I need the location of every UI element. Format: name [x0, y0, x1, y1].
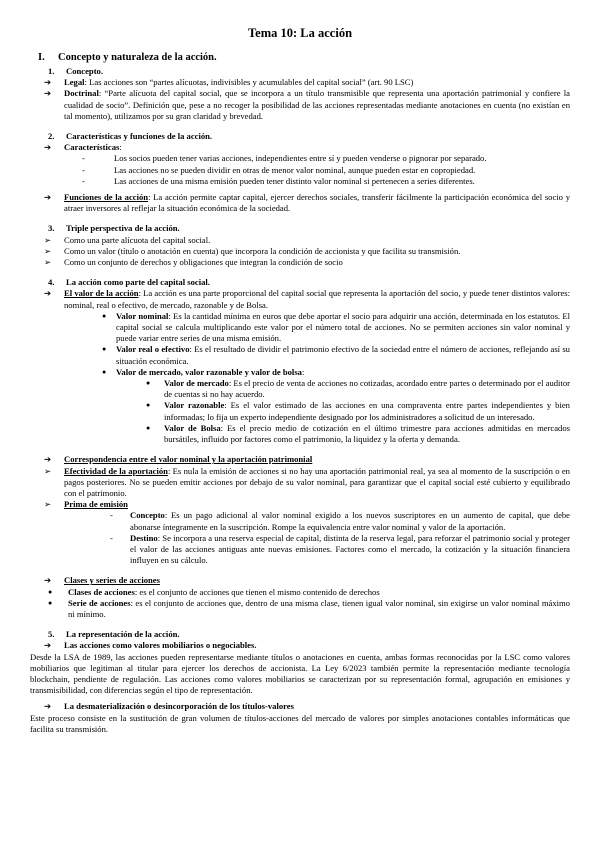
subsection-number: 5. — [48, 629, 55, 640]
triangle-arrow-icon: ➢ — [44, 257, 52, 268]
arrow-icon: ➔ — [44, 454, 52, 465]
legal-text: : Las acciones son “partes alícuotas, indivisibles y acumulables del capital social” (art. 90 LSC) — [84, 77, 414, 88]
doctrinal-definition — [30, 88, 570, 122]
subsection-5-heading — [30, 629, 570, 640]
stock-value-label: Valor de Bolsa — [164, 422, 221, 433]
arrow-icon: ➔ — [44, 192, 52, 203]
colon: : — [301, 366, 305, 377]
list-item — [130, 533, 570, 567]
arrow-icon: ➔ — [44, 142, 52, 153]
subsection-title: La representación de la acción. — [66, 629, 180, 640]
list-item: - Las acciones de una misma emisión pueden tener distinto valor nominal si pertenecen a series diferentes. — [114, 176, 570, 187]
subsection-1-heading — [30, 66, 570, 77]
concept-text: : Es un pago adicional al valor nominal exigido a los nuevos suscriptores en un aumento de capital, que debe abonarse íntegramente en la suscripción. Rompe la equivalencia entre valor nominal y valor de la aportación. — [130, 510, 570, 532]
triangle-arrow-icon: ➢ — [44, 234, 52, 245]
classes-label: Clases de acciones — [68, 586, 135, 597]
arrow-icon: ➔ — [44, 701, 52, 712]
fair-value-label: Valor razonable — [164, 400, 225, 411]
subsection-4-heading — [30, 277, 570, 288]
fair-value-text: : Es el valor estimado de las acciones en una compraventa entre partes independientes y bien informadas; lo fija un experto independiente designado por los administradores a solicitud de un interesado. — [164, 400, 570, 422]
list-item — [116, 311, 570, 345]
section-heading-1 — [30, 52, 570, 64]
series-text: : es el conjunto de acciones que, dentro de una misma clase, tienen igual valor nominal, sin exigirse un valor nominal máximo ni mínimo. — [68, 597, 570, 619]
perspective-text: Como un valor (título o anotación en cuenta) que incorpora la condición de accionista y que facilita su transmisión. — [64, 245, 461, 256]
subsection-3-heading — [30, 223, 570, 234]
subsection-number: 3. — [48, 223, 55, 234]
value-types-list — [30, 311, 570, 445]
effectiveness-paragraph — [30, 466, 570, 500]
effectiveness-text: : Es nula la emisión de acciones si no hay una aportación patrimonial real, ya sea al momento de la suscripción o en pagos posteriores. No se pueden emitir acciones por debajo de su valor nominal, para garantizar que el capital social esté cubierto y equilibrado con el patrimonio. — [64, 465, 570, 498]
arrow-icon: ➔ — [44, 77, 52, 88]
list-item: - Los socios pueden tener varias acciones, independientes entre sí y pueden venderse o pignorar por separado. — [114, 153, 570, 164]
securities-heading — [30, 640, 570, 651]
securities-paragraph: Desde la LSA de 1989, las acciones pueden representarse mediante títulos o anotaciones en cuenta, ambas formas reconocidas por la LSC como valores mobiliarios que legitiman al titular para ejercer los derechos de accionista. La Ley 6/2023 también permite la representación mediante tecnología blockchain, pendiente de regulación. Las acciones como valores mobiliarios se caracterizan por su representación formal, agrupación en emisiones y transmisibilidad, con diferencias según el tipo de representación. — [30, 651, 570, 696]
real-label: Valor real o efectivo — [116, 344, 190, 355]
premium-title: Prima de emisión — [64, 499, 128, 510]
arrow-icon: ➔ — [44, 640, 52, 651]
perspective-text: Como una parte alícuota del capital social. — [64, 234, 211, 245]
destination-text: : Se incorpora a una reserva especial de capital, distinta de la reserva legal, para reforzar el patrimonio social y proteger el valor de las acciones antiguas ante nuevas emisiones. Factores como el mercado, la cotización y la situación financiera influyen en su cálculo. — [130, 532, 570, 566]
functions-label: Funciones de la acción — [64, 192, 149, 203]
classes-heading — [30, 575, 570, 586]
share-value-paragraph — [30, 288, 570, 310]
effectiveness-label: Efectividad de la aportación — [64, 465, 168, 476]
list-item — [116, 344, 570, 366]
list-item — [30, 246, 570, 257]
subsection-2-heading — [30, 131, 570, 142]
subsection-title: Concepto. — [66, 66, 103, 76]
list-item — [68, 587, 570, 598]
market-label: Valor de mercado — [164, 378, 229, 389]
section-number: I. — [38, 52, 45, 63]
section-title: Concepto y naturaleza de la acción. — [58, 52, 217, 63]
market-text: : Es el precio de venta de acciones no cotizadas, acordado entre partes o determinado por el auditor de cuentas si no hay acuerdo. — [164, 378, 570, 400]
subsection-number: 1. — [48, 66, 55, 76]
list-item — [30, 257, 570, 268]
functions-text: : La acción permite captar capital, ejercer derechos sociales, transferir fácilmente la participación económica del socio y atraer inversores al reflejar la situación económica de la sociedad. — [64, 192, 570, 214]
market-group-label: Valor de mercado, valor razonable y valor de bolsa — [116, 366, 302, 377]
correspondence-heading — [30, 454, 570, 465]
premium-list — [30, 510, 570, 566]
dematerialization-heading — [30, 701, 570, 712]
functions-paragraph — [30, 192, 570, 214]
subsection-title: Triple perspectiva de la acción. — [66, 223, 180, 234]
triangle-arrow-icon: ➢ — [44, 245, 52, 256]
triangle-arrow-icon: ➢ — [44, 465, 52, 476]
perspective-text: Como un conjunto de derechos y obligaciones que integran la condición de socio — [64, 257, 343, 268]
list-item — [164, 400, 570, 422]
nominal-text: : Es la cantidad mínima en euros que debe aportar el socio para adquirir una acción, determinada en los estatutos. El capital social se calcula multiplicando este valor por el número total de acciones. No se permiten acciones sin valor nominal y puede variar entre series de una misma emisión. — [116, 310, 570, 344]
share-value-text: : La acción es una parte proporcional del capital social que representa la aportación del socio, y puede tener distintos valores: nominal, real o efectivo, de mercado, razonable y de Bolsa. — [64, 288, 570, 310]
list-item — [164, 423, 570, 445]
arrow-icon: ➔ — [44, 88, 52, 99]
characteristics-list — [30, 153, 570, 187]
legal-definition — [30, 77, 570, 88]
legal-label: Legal — [64, 77, 85, 88]
dematerialization-paragraph: Este proceso consiste en la sustitución de gran volumen de títulos-acciones del mercado de valores por simples anotaciones contables informáticas que facilita su transmisión. — [30, 712, 570, 734]
nominal-label: Valor nominal — [116, 310, 169, 321]
list-item — [30, 235, 570, 246]
subsection-number: 2. — [48, 131, 55, 142]
arrow-icon: ➔ — [44, 575, 52, 586]
subsection-number: 4. — [48, 277, 55, 288]
correspondence-title: Correspondencia entre el valor nominal y la aportación patrimonial — [64, 454, 313, 465]
concept-label: Concepto — [130, 510, 165, 521]
destination-label: Destino — [130, 532, 158, 543]
premium-heading — [30, 499, 570, 510]
triangle-arrow-icon: ➢ — [44, 499, 52, 510]
share-value-label: El valor de la acción — [64, 288, 139, 299]
classes-text: : es el conjunto de acciones que tienen el mismo contenido de derechos — [134, 586, 380, 597]
doctrinal-text: : “Parte alícuota del capital social, que se incorpora a un título transmisible que representa una aportación patrimonial y confiere la cualidad de socio”. Definición que, pese a no recoger la posibilidad de las acciones representadas mediante anotaciones en cuenta (no existían en tal momento), utilizamos por su gran claridad y brevedad. — [64, 88, 570, 121]
colon: : — [119, 142, 122, 153]
market-values-list — [116, 378, 570, 445]
subsection-title: Características y funciones de la acción. — [66, 131, 213, 142]
classes-title: Clases y series de acciones — [64, 575, 160, 586]
characteristics-heading — [30, 142, 570, 153]
stock-value-text: : Es el precio medio de cotización en el último trimestre para acciones admitidas en mercados bursátiles, influido por factores como el patrimonio, la liquidez y la oferta y demanda. — [164, 422, 570, 445]
series-label: Serie de acciones — [68, 597, 131, 608]
classes-list — [30, 587, 570, 621]
doctrinal-label: Doctrinal — [64, 88, 99, 99]
list-item: - Las acciones no se pueden dividir en otras de menor valor nominal, aunque pueden estar en copropiedad. — [114, 165, 570, 176]
real-text: : Es el resultado de dividir el patrimonio efectivo de la sociedad entre el número de acciones, reflejando así su situación económica. — [116, 344, 570, 366]
arrow-icon: ➔ — [44, 288, 52, 299]
list-item — [164, 378, 570, 400]
subsection-title: La acción como parte del capital social. — [66, 277, 210, 288]
page-title: Tema 10: La acción — [247, 26, 353, 40]
list-item — [130, 510, 570, 532]
securities-title: Las acciones como valores mobiliarios o negociables. — [64, 640, 257, 651]
characteristics-label: Características — [64, 142, 120, 153]
dematerialization-title: La desmaterialización o desincorporación de los títulos-valores — [64, 701, 294, 712]
list-item — [68, 598, 570, 620]
list-item — [116, 367, 570, 445]
